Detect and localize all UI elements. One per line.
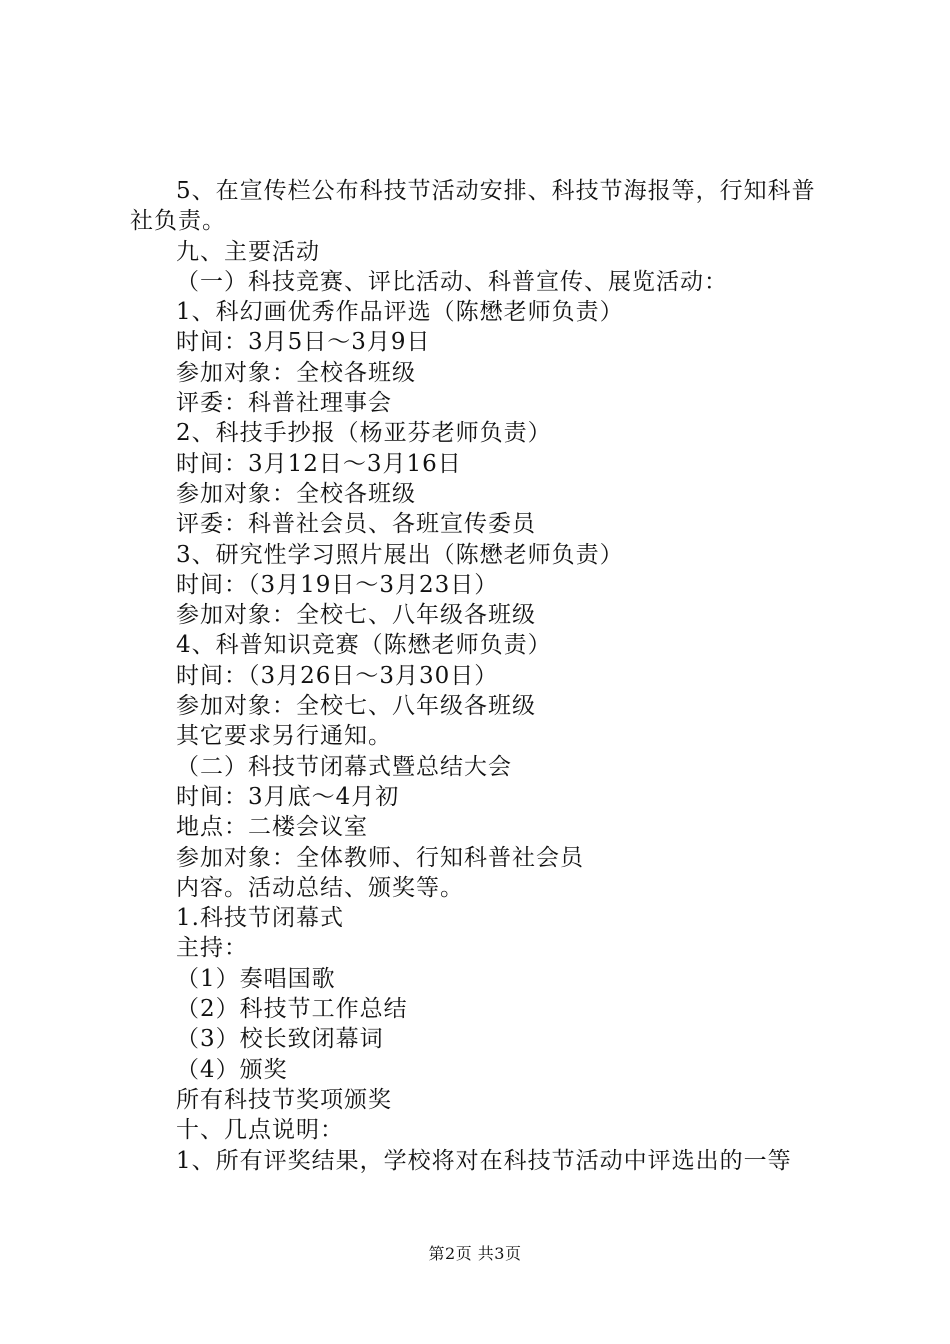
item-knowledge-contest: 4、科普知识竞赛（陈懋老师负责） [176,632,552,659]
heading-main-activities: 九、主要活动 [176,238,320,265]
subheading-competitions: （一）科技竞赛、评比活动、科普宣传、展览活动： [176,268,728,295]
item-time: 时间：（3月19日～3月23日） [176,571,499,598]
paragraph-publicity: 5、在宣传栏公布科技节活动安排、科技节海报等，行知科普社负责。 [130,178,816,235]
item-participants: 参加对象：全校七、八年级各班级 [176,602,536,629]
item-work-summary: （2）科技节工作总结 [176,996,408,1023]
item-participants: 参加对象：全校各班级 [176,359,416,386]
subheading-closing-ceremony: （二）科技节闭幕式暨总结大会 [176,753,512,780]
item-judges: 评委：科普社会员、各班宣传委员 [176,511,536,538]
item-all-awards: 所有科技节奖项颁奖 [176,1086,392,1113]
document-body [130,176,835,1176]
item-other-requirements: 其它要求另行通知。 [176,723,392,750]
item-time: 时间：3月底～4月初 [176,783,400,810]
item-participants: 参加对象：全体教师、行知科普社会员 [176,844,584,871]
item-scifi-painting: 1、科幻画优秀作品评选（陈懋老师负责） [176,299,624,326]
item-host: 主持： [176,935,248,962]
item-time: 时间：3月12日～3月16日 [176,450,462,477]
heading-notes: 十、几点说明： [176,1117,344,1144]
item-content: 内容。活动总结、颁奖等。 [176,874,464,901]
item-participants: 参加对象：全校七、八年级各班级 [176,693,536,720]
item-judges: 评委：科普社理事会 [176,390,392,417]
item-participants: 参加对象：全校各班级 [176,480,416,507]
item-time: 时间：（3月26日～3月30日） [176,662,499,689]
page-indicator: 第2页 共3页 [428,1244,522,1263]
item-handwritten-newspaper: 2、科技手抄报（杨亚芬老师负责） [176,420,552,447]
item-photo-exhibition: 3、研究性学习照片展出（陈懋老师负责） [176,541,624,568]
item-time: 时间：3月5日～3月9日 [176,329,431,356]
item-closing-ceremony: 1.科技节闭幕式 [176,905,344,932]
item-principal-speech: （3）校长致闭幕词 [176,1026,384,1053]
item-awards: （4）颁奖 [176,1056,288,1083]
item-note-1: 1、所有评奖结果，学校将对在科技节活动中评选出的一等 [176,1147,792,1174]
item-anthem: （1）奏唱国歌 [176,965,336,992]
item-location: 地点：二楼会议室 [176,814,368,841]
